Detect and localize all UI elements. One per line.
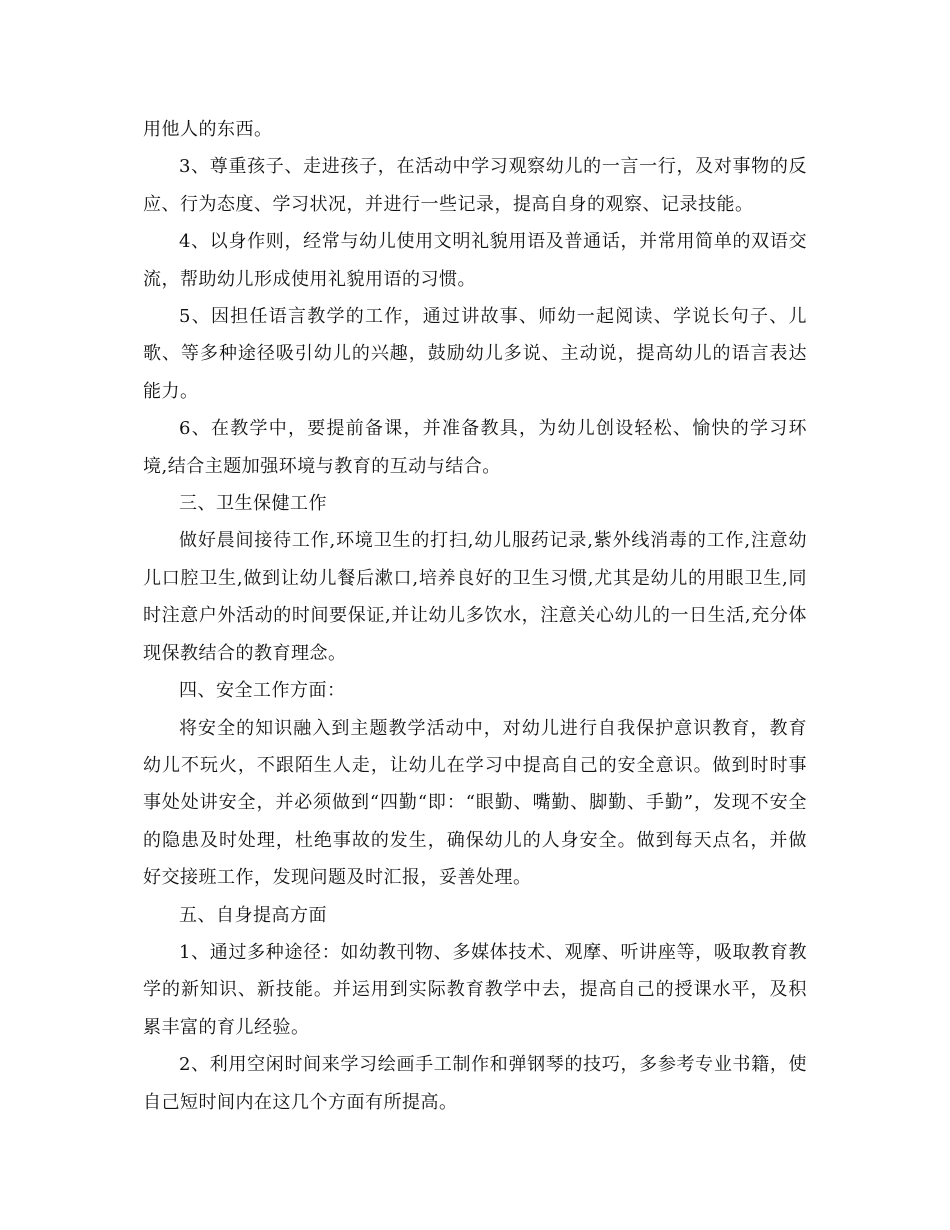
- paragraph-item-3: 3、尊重孩子、走进孩子，在活动中学习观察幼儿的一言一行，及对事物的反应、行为态度、学习状况，并进行一些记录，提高自身的观察、记录技能。: [143, 156, 807, 215]
- paragraph-improvement-2: 2、利用空闲时间来学习绘画手工制作和弹钢琴的技巧，多参考专业书籍，使自己短时间内在这几个方面有所提高。: [143, 1054, 807, 1113]
- paragraph-continuation: 用他人的东西。: [143, 119, 273, 140]
- paragraph-item-5: 5、因担任语言教学的工作，通过讲故事、师幼一起阅读、学说长句子、儿歌、等多种途径吸引幼儿的兴趣，鼓励幼儿多说、主动说，提高幼儿的语言表达能力。: [143, 306, 807, 402]
- paragraph-safety: 将安全的知识融入到主题教学活动中，对幼儿进行自我保护意识教育，教育幼儿不玩火，不跟陌生人走，让幼儿在学习中提高自己的安全意识。做到时时事事处处讲安全，并必须做到“四勤“即：“眼勤、嘴勤、脚勤、手勤”，发现不安全的隐患及时处理，杜绝事故的发生，确保幼儿的人身安全。做到每天点名，并做好交接班工作，发现问题及时汇报，妥善处理。: [143, 717, 807, 889]
- paragraph-item-6: 6、在教学中，要提前备课，并准备教具，为幼儿创设轻松、愉快的学习环境,结合主题加强环境与教育的互动与结合。: [143, 418, 807, 477]
- section-heading-self-improvement: 五、自身提高方面: [179, 904, 327, 926]
- section-heading-safety: 四、安全工作方面：: [179, 680, 346, 702]
- document-body: [143, 111, 807, 1121]
- paragraph-item-4: 4、以身作则，经常与幼儿使用文明礼貌用语及普通话，并常用简单的双语交流，帮助幼儿形成使用礼貌用语的习惯。: [143, 231, 807, 290]
- section-heading-health: 三、卫生保健工作: [179, 493, 327, 515]
- paragraph-health: 做好晨间接待工作,环境卫生的打扫,幼儿服药记录,紫外线消毒的工作,注意幼儿口腔卫生,做到让幼儿餐后漱口,培养良好的卫生习惯,尤其是幼儿的用眼卫生,同时注意户外活动的时间要保证,并让幼儿多饮水，注意关心幼儿的一日生活,充分体现保教结合的教育理念。: [143, 530, 807, 664]
- paragraph-improvement-1: 1、通过多种途径：如幼教刊物、多媒体技术、观摩、听讲座等，吸取教育教学的新知识、新技能。并运用到实际教育教学中去，提高自己的授课水平，及积累丰富的育儿经验。: [143, 941, 807, 1038]
